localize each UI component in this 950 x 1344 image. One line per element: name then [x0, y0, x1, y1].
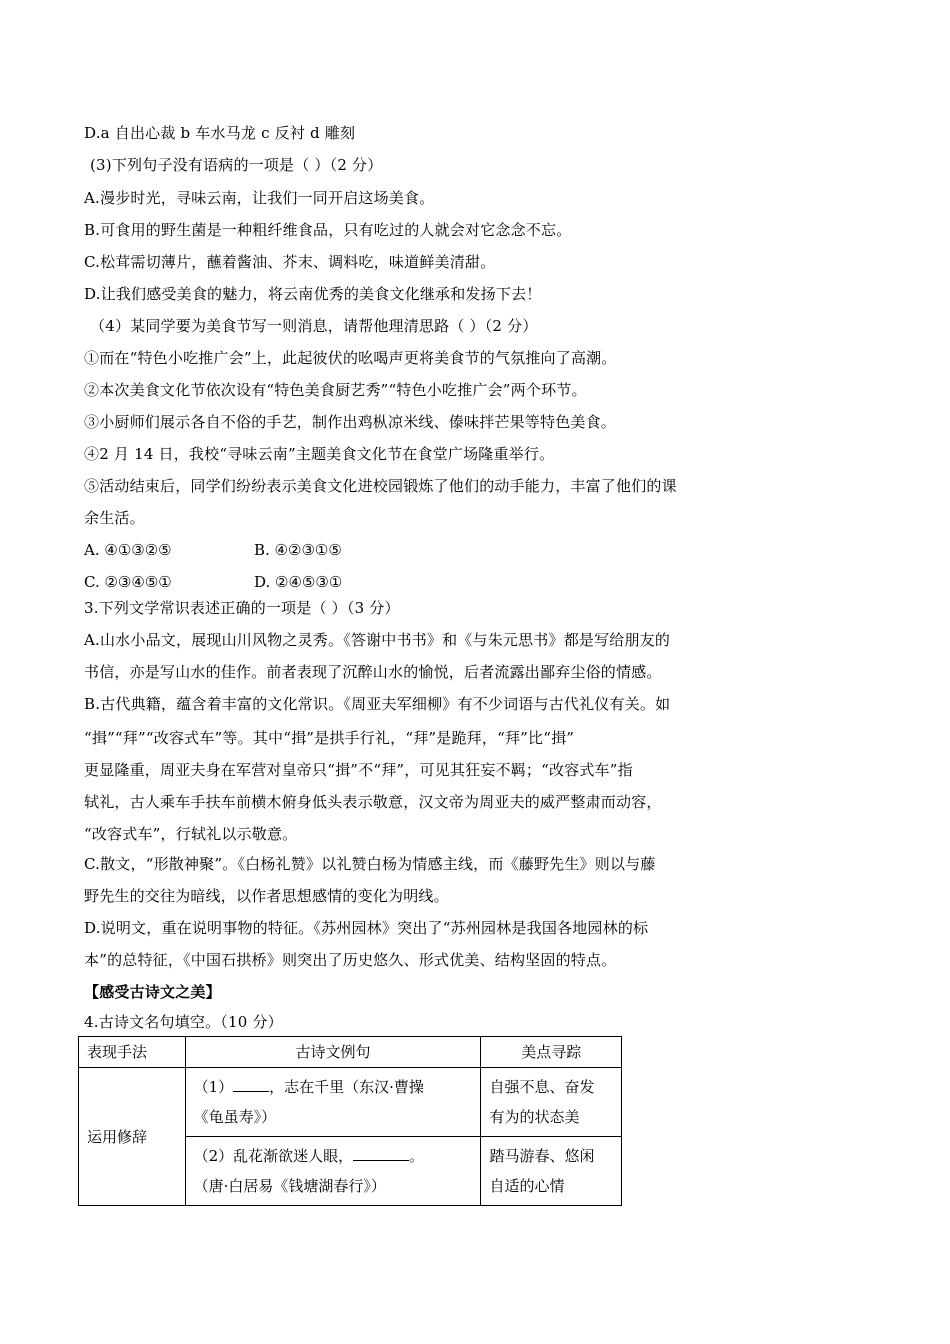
- q3-option-b: B.可食用的野生菌是一种粗纤维食品，只有吃过的人就会对它念念不忘。: [84, 221, 572, 239]
- q3-choice-a-line1: A.山水小品文，展现山川风物之灵秀。《答谢中书书》和《与朱元思书》都是写给朋友的: [84, 631, 671, 649]
- example-1-source: 《龟虽寿》）: [193, 1108, 277, 1126]
- q3-choice-b-line2: “揖”“拜”“改容式车”等。其中“揖”是拱手行礼，“拜”是跪拜，“拜”比“揖”: [84, 729, 575, 747]
- q3-option-d: D.让我们感受美食的魅力，将云南优秀的美食文化继承和发扬下去！: [84, 285, 542, 303]
- answer-blank-1[interactable]: [233, 1073, 269, 1092]
- q3-choice-b-line5: “改容式车”，行轼礼以示敬意。: [84, 825, 298, 843]
- order-option-d: D. ②④⑤③①: [254, 573, 343, 591]
- category-cell: 运用修辞: [79, 1068, 186, 1206]
- sentence-3: ③小厨师们展示各自不俗的手艺，制作出鸡枞凉米线、傣味拌芒果等特色美食。: [84, 413, 617, 431]
- q4-sub-title: （4）某同学要为美食节写一则消息，请帮他理清思路（ ）（2 分）: [90, 317, 538, 335]
- answer-blank-2[interactable]: [353, 1142, 409, 1161]
- order-option-c: C. ②③④⑤①: [84, 573, 172, 591]
- table-row: [79, 1068, 622, 1137]
- question-4-title: 4.古诗文名句填空。（10 分）: [84, 1013, 283, 1031]
- order-option-a: A. ④①③②⑤: [84, 541, 172, 559]
- q3-choice-d-line2: 本”的总特征，《中国石拱桥》则突出了历史悠久、形式优美、结构坚固的特点。: [84, 951, 617, 969]
- q3-choice-c-line2: 野先生的交往为暗线，以作者思想感情的变化为明线。: [84, 887, 449, 905]
- header-technique: 表现手法: [79, 1037, 186, 1068]
- example-1-suffix: ，志在千里（东汉·曹操: [269, 1078, 424, 1096]
- beauty-1-line2: 有为的状态美: [489, 1108, 580, 1126]
- section-title: 【感受古诗文之美】: [84, 983, 221, 1001]
- q3-choice-d-line1: D.说明文，重在说明事物的特征。《苏州园林》突出了“苏州园林是我国各地园林的标: [84, 919, 649, 937]
- q3-choice-b-line1: B.古代典籍，蕴含着丰富的文化常识。《周亚夫军细柳》有不少词语与古代礼仪有关。如: [84, 695, 671, 713]
- q3-option-a: A.漫步时光，寻味云南，让我们一同开启这场美食。: [84, 189, 435, 207]
- beauty-cell-1: [481, 1068, 622, 1137]
- header-beauty: 美点寻踪: [481, 1037, 622, 1068]
- example-1-prefix: （1）: [193, 1078, 234, 1096]
- sentence-5-cont: 余生活。: [84, 509, 145, 527]
- beauty-2-line2: 自适的心情: [489, 1177, 565, 1195]
- table-header-row: [79, 1037, 622, 1068]
- q3-option-c: C.松茸需切薄片，蘸着酱油、芥末、调料吃，味道鲜美清甜。: [84, 253, 496, 271]
- example-2-suffix: 。: [409, 1147, 425, 1165]
- q3-choice-a-line2: 书信，亦是写山水的佳作。前者表现了沉醉山水的愉悦，后者流露出鄙弃尘俗的情感。: [84, 663, 662, 681]
- beauty-1-line1: 自强不息、奋发: [489, 1078, 595, 1096]
- question-3-title: 3.下列文学常识表述正确的一项是（ ）（3 分）: [84, 599, 400, 617]
- beauty-2-line1: 踏马游春、悠闲: [489, 1147, 595, 1165]
- sentence-4: ④2 月 14 日，我校“寻味云南”主题美食文化节在食堂广场隆重举行。: [84, 445, 555, 463]
- beauty-cell-2: [481, 1137, 622, 1206]
- sentence-2: ②本次美食文化节依次设有“特色美食厨艺秀”“特色小吃推广会”两个环节。: [84, 381, 587, 399]
- example-2-prefix: （2）乱花渐欲迷人眼，: [193, 1147, 354, 1165]
- example-cell-2: [185, 1137, 481, 1206]
- sentence-5: ⑤活动结束后，同学们纷纷表示美食文化进校园锻炼了他们的动手能力，丰富了他们的课: [84, 477, 677, 495]
- example-2-source: （唐·白居易《钱塘湖春行》）: [193, 1177, 386, 1195]
- q3-choice-b-line3: 更显隆重，周亚夫身在军营对皇帝只“揖”不“拜”，可见其狂妄不羁；“改容式车”指: [84, 761, 633, 779]
- q2-option-d-line: D.a 自出心裁 b 车水马龙 c 反衬 d 雕刻: [84, 124, 356, 142]
- order-option-b: B. ④②③①⑤: [254, 541, 342, 559]
- poem-fill-table: [78, 1036, 622, 1206]
- q3-choice-b-line4: 轼礼，古人乘车手扶车前横木俯身低头表示敬意，汉文帝为周亚夫的威严整肃而动容，: [84, 793, 662, 811]
- example-cell-1: [185, 1068, 481, 1137]
- q3-choice-c-line1: C.散文，“形散神聚”。《白杨礼赞》以礼赞白杨为情感主线，而《藤野先生》则以与藤: [84, 855, 656, 873]
- sentence-1: ①而在“特色小吃推广会”上，此起彼伏的吆喝声更将美食节的气氛推向了高潮。: [84, 349, 617, 367]
- header-example: 古诗文例句: [185, 1037, 481, 1068]
- q3-sub-title: (3)下列句子没有语病的一项是（ ）（2 分）: [90, 156, 383, 174]
